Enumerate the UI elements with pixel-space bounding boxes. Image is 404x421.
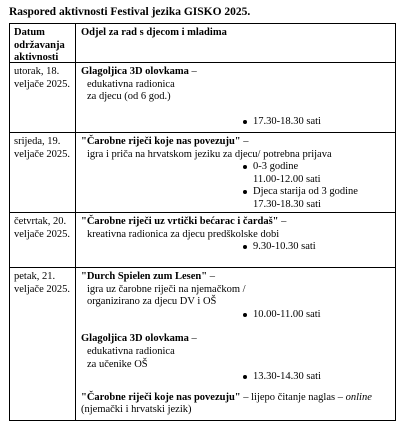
activity-title: Glagoljica 3D olovkama – xyxy=(81,333,197,345)
activity-title: Glagoljica 3D olovkama – xyxy=(81,66,197,77)
activity-title: "Durch Spielen zum Lesen" – xyxy=(81,271,215,282)
age-bullet: 0-3 godine xyxy=(81,161,390,174)
date-cell: petak, 21. veljače 2025. xyxy=(10,268,76,420)
table-row xyxy=(10,62,395,132)
time-bullet: 10.00-11.00 sati xyxy=(81,309,390,322)
activity-cell: "Durch Spielen zum Lesen" – igra uz čarobne riječi na njemačkom / organizirano za djecu DV i OŠ 10.00-11.00 sati Glagoljica 3D olovkama – edukativna radionica za učenike OŠ 13.30-14.30 sati "Čarobne riječi koje nas povezuju" – lijepo čitanje naglas – online (njemački i hrvatski jezik) xyxy=(76,268,395,420)
activity-cell: "Čarobne riječi koje nas povezuju" – igra i priča na hrvatskom jeziku za djecu/ potrebna prijava 0-3 godine 11.00-12.00 sati Djeca starija od 3 godine 17.30-18.30 sati xyxy=(76,133,395,212)
table-row xyxy=(10,212,395,267)
schedule-table xyxy=(9,23,396,421)
activity-title: "Čarobne riječi koje nas povezuju" – xyxy=(81,136,249,147)
time-text: 17.30-18.30 sati xyxy=(253,198,321,210)
time-text: 11.00-12.00 sati xyxy=(253,173,321,185)
table-row xyxy=(10,132,395,212)
activity-title: "Čarobne riječi uz vrtički bećarac i čardaš" – xyxy=(81,216,287,227)
header-department: Odjel za rad s djecom i mladima xyxy=(81,27,227,38)
date-cell: utorak, 18. veljače 2025. xyxy=(10,63,76,132)
table-header-row xyxy=(10,24,395,62)
date-cell: četvrtak, 20. veljače 2025. xyxy=(10,213,76,267)
time-bullet: 17.30-18.30 sati xyxy=(81,116,390,129)
age-bullet: Djeca starija od 3 godine xyxy=(81,186,390,199)
header-date: Datum održavanja aktivnosti xyxy=(10,24,76,62)
time-bullet: 13.30-14.30 sati xyxy=(81,371,390,384)
activity-title: "Čarobne riječi koje nas povezuju" – lijepo čitanje naglas – online xyxy=(81,391,372,403)
time-bullet: 9.30-10.30 sati xyxy=(81,241,390,254)
date-cell: srijeda, 19. veljače 2025. xyxy=(10,133,76,212)
activity-cell: "Čarobne riječi uz vrtički bećarac i čardaš" – kreativna radionica za djecu predškolske dobi 9.30-10.30 sati xyxy=(76,213,395,267)
table-row xyxy=(10,267,395,420)
activity-cell: Glagoljica 3D olovkama – edukativna radionica za djecu (od 6 god.) 17.30-18.30 sati xyxy=(76,63,395,132)
document-title: Raspored aktivnosti Festival jezika GISKO 2025. xyxy=(9,6,251,18)
